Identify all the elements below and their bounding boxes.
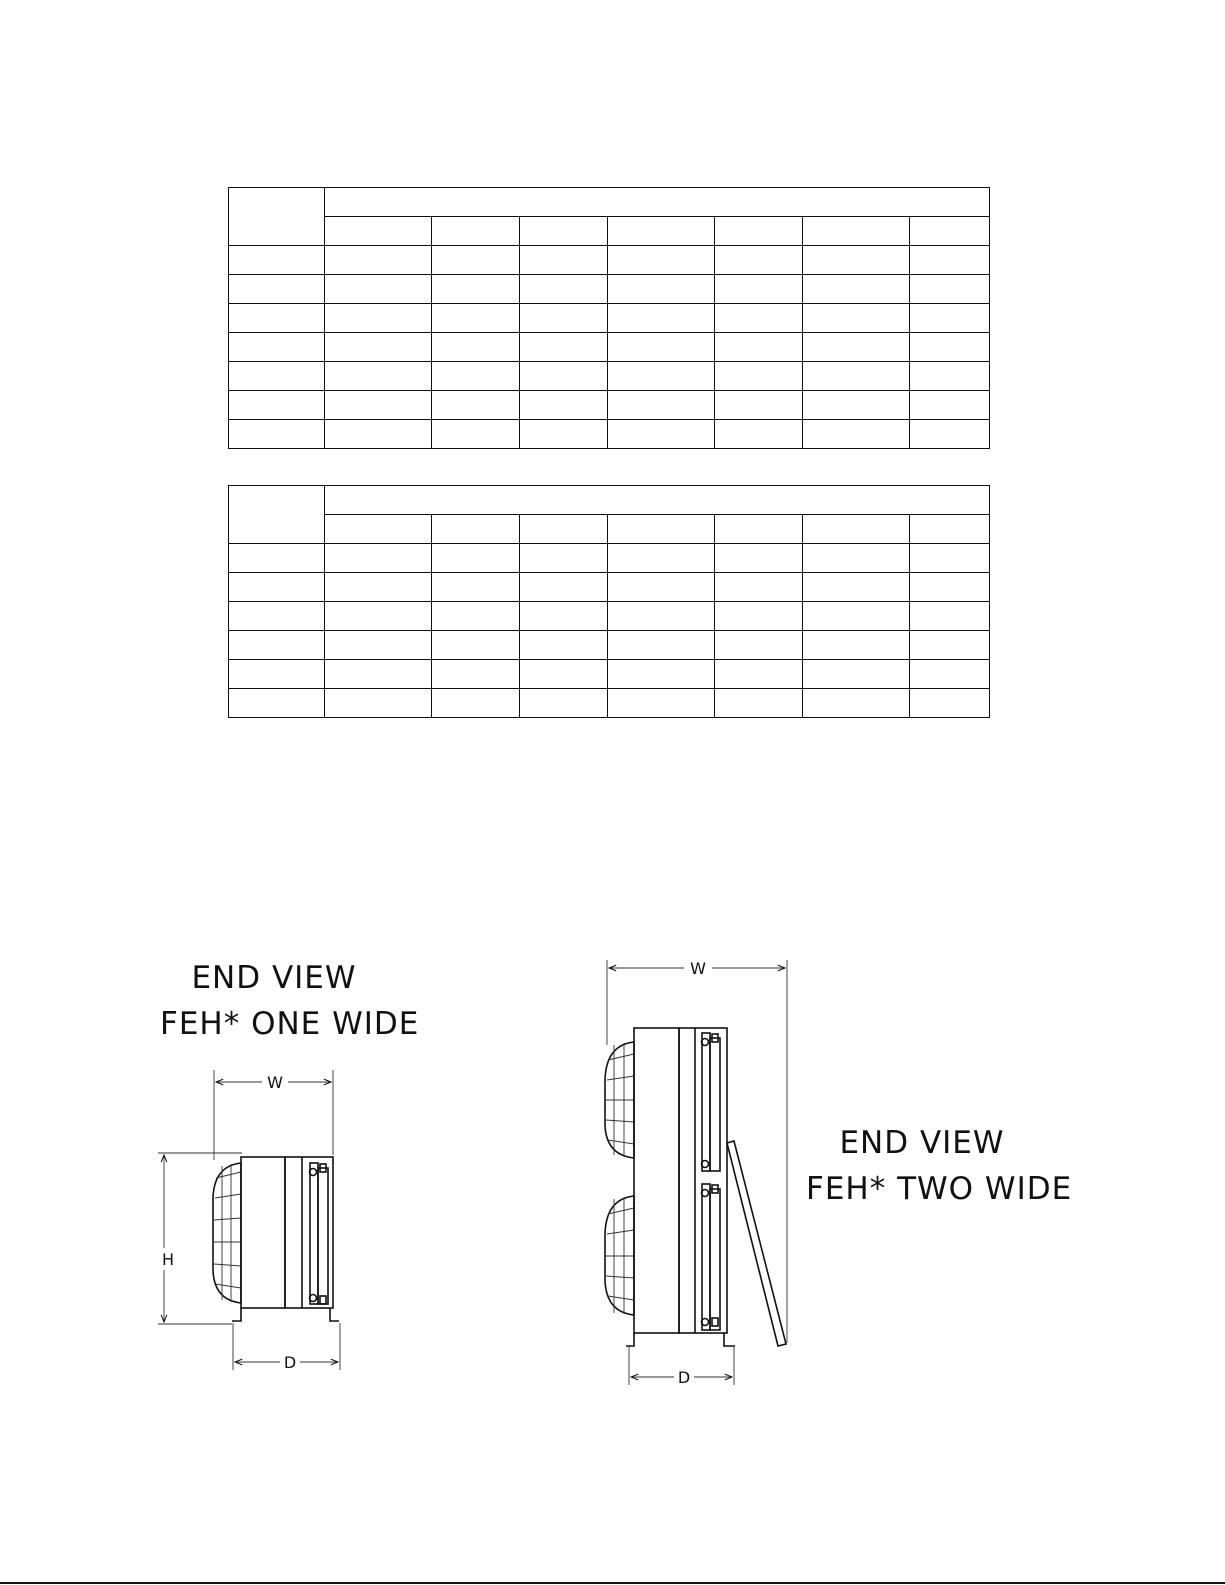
one-wide-dimension-d [235, 1353, 338, 1372]
one-wide-h-label: H [161, 1250, 175, 1269]
one-wide-title-line2: FEH* ONE WIDE [160, 1006, 420, 1042]
one-wide-title-line1: END VIEW [191, 960, 357, 996]
two-wide-dimension-w [609, 959, 785, 978]
one-wide-dimension-h [162, 1155, 174, 1322]
two-wide-title-line1: END VIEW [839, 1125, 1005, 1161]
page-bottom-rule [0, 1582, 1225, 1584]
two-wide-dimension-d [631, 1368, 732, 1387]
two-wide-w-label: W [690, 959, 706, 978]
one-wide-d-label: D [283, 1353, 297, 1372]
two-wide-title-line2: FEH* TWO WIDE [806, 1171, 1073, 1207]
two-wide-unit [605, 960, 787, 1385]
one-wide-unit [158, 1070, 340, 1370]
two-wide-d-label: D [677, 1368, 691, 1387]
one-wide-dimension-w [216, 1073, 331, 1092]
one-wide-w-label: W [267, 1073, 283, 1092]
